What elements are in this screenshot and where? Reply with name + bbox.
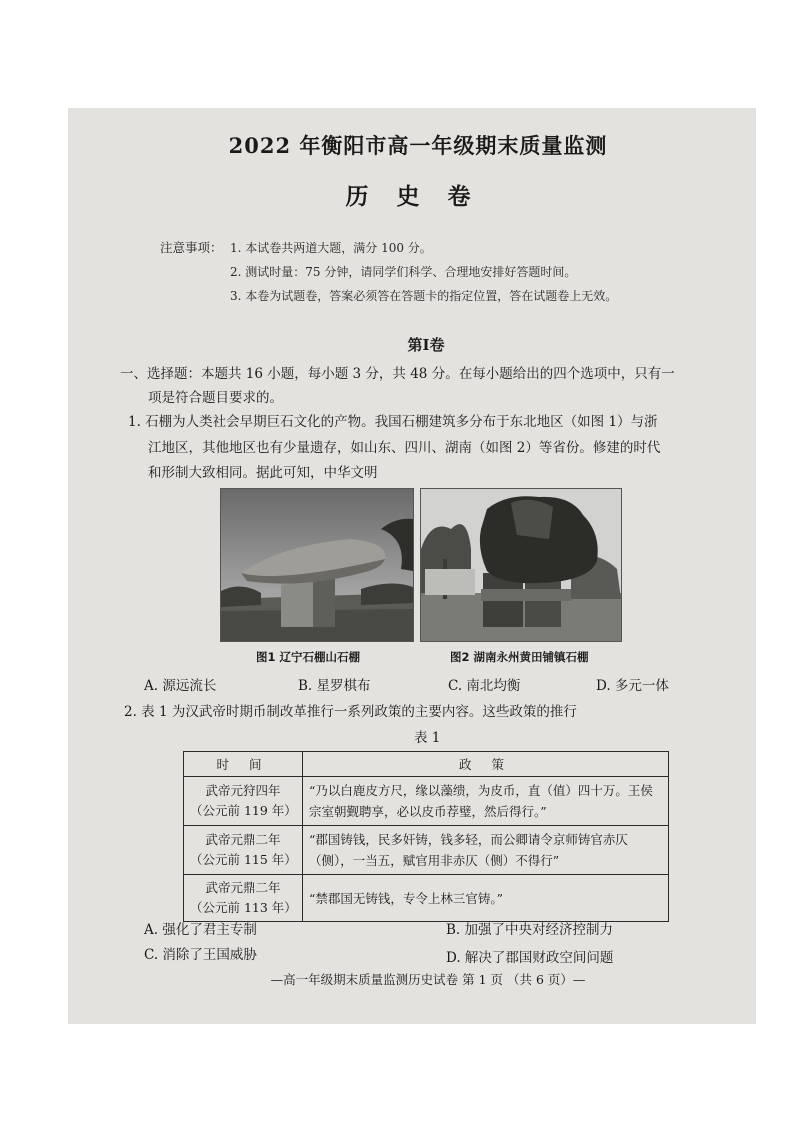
table-cell-policy: “乃以白鹿皮方尺，缘以藻缋，为皮币，直（值）四十万。王侯宗室朝觐聘享，必以皮币荐璧，然后得行。” [303,777,669,826]
q1-option-d: D. 多元一体 [596,678,669,694]
table-row [184,826,669,875]
q1-stem-line3: 和形制大致相同。据此可知，中华文明 [148,465,378,481]
table-cell-time [184,875,303,922]
table-cell-policy: “郡国铸钱，民多奸铸，钱多轻，而公卿请令京师铸官赤仄（侧），一当五，赋官用非赤仄（侧）不得行” [303,826,669,875]
table-row [184,875,669,922]
q1-option-a: A. 源远流长 [144,678,217,694]
q1-option-c: C. 南北均衡 [448,678,521,694]
notice-item-2: 2. 测试时量：75 分钟，请同学们科学、合理地安排好答题时间。 [230,265,577,279]
table-cell-time [184,826,303,875]
notice-label: 注意事项： [160,240,223,255]
table-row [184,777,669,826]
q2-option-c: C. 消除了王国威胁 [144,947,257,963]
exam-title: 2022 年衡阳市高一年级期末质量监测 [228,133,608,158]
policy-table [183,751,669,922]
exam-page [68,108,756,1024]
section-instruction-line2: 项是符合题目要求的。 [148,390,283,406]
q2-option-b: B. 加强了中央对经济控制力 [446,922,614,938]
section-title: 第Ⅰ卷 [407,336,445,354]
time-year: 武帝元鼎二年 [205,880,281,895]
exam-subject: 历 史 卷 [345,183,481,210]
time-ad: （公元前 113 年） [190,900,297,915]
table-cell-policy: “禁郡国无铸钱，专令上林三官铸。” [303,875,669,922]
figure-2-photo [420,488,622,642]
section-instruction-line1: 一、选择题：本题共 16 小题，每小题 3 分，共 48 分。在每小题给出的四个选项中，只有一 [120,366,675,382]
q1-stem-line2: 江地区，其他地区也有少量遗存，如山东、四川、湖南（如图 2）等省份。修建的时代 [148,440,661,456]
time-year: 武帝元鼎二年 [205,832,281,847]
notice-item-3: 3. 本卷为试题卷，答案必须答在答题卡的指定位置，答在试题卷上无效。 [230,289,618,303]
q2-option-a: A. 强化了君主专制 [144,922,257,938]
q2-option-d: D. 解决了郡国财政空间问题 [446,950,614,966]
notice-item-1: 1. 本试卷共两道大题，满分 100 分。 [230,241,432,255]
table-header-time: 时 间 [184,752,303,777]
time-year: 武帝元狩四年 [205,783,281,798]
q1-stem-line1: 1. 石棚为人类社会早期巨石文化的产物。我国石棚建筑多分布于东北地区（如图 1）与浙 [128,414,658,430]
figure-1-photo [220,488,414,642]
figure-1-caption: 图1 辽宁石棚山石棚 [256,650,361,664]
time-ad: （公元前 119 年） [190,803,297,818]
table-header-row [184,752,669,777]
figure-2-caption: 图2 湖南永州黄田铺镇石棚 [450,650,589,664]
q2-stem-line1: 2. 表 1 为汉武帝时期币制改革推行一系列政策的主要内容。这些政策的推行 [124,704,577,720]
page-footer: —高一年级期末质量监测历史试卷 第 1 页 （共 6 页）— [270,972,586,987]
q2-table-caption: 表 1 [414,730,441,746]
table-cell-time [184,777,303,826]
time-ad: （公元前 115 年） [190,852,297,867]
table-header-policy: 政 策 [303,752,669,777]
q1-option-b: B. 星罗棋布 [298,678,371,694]
